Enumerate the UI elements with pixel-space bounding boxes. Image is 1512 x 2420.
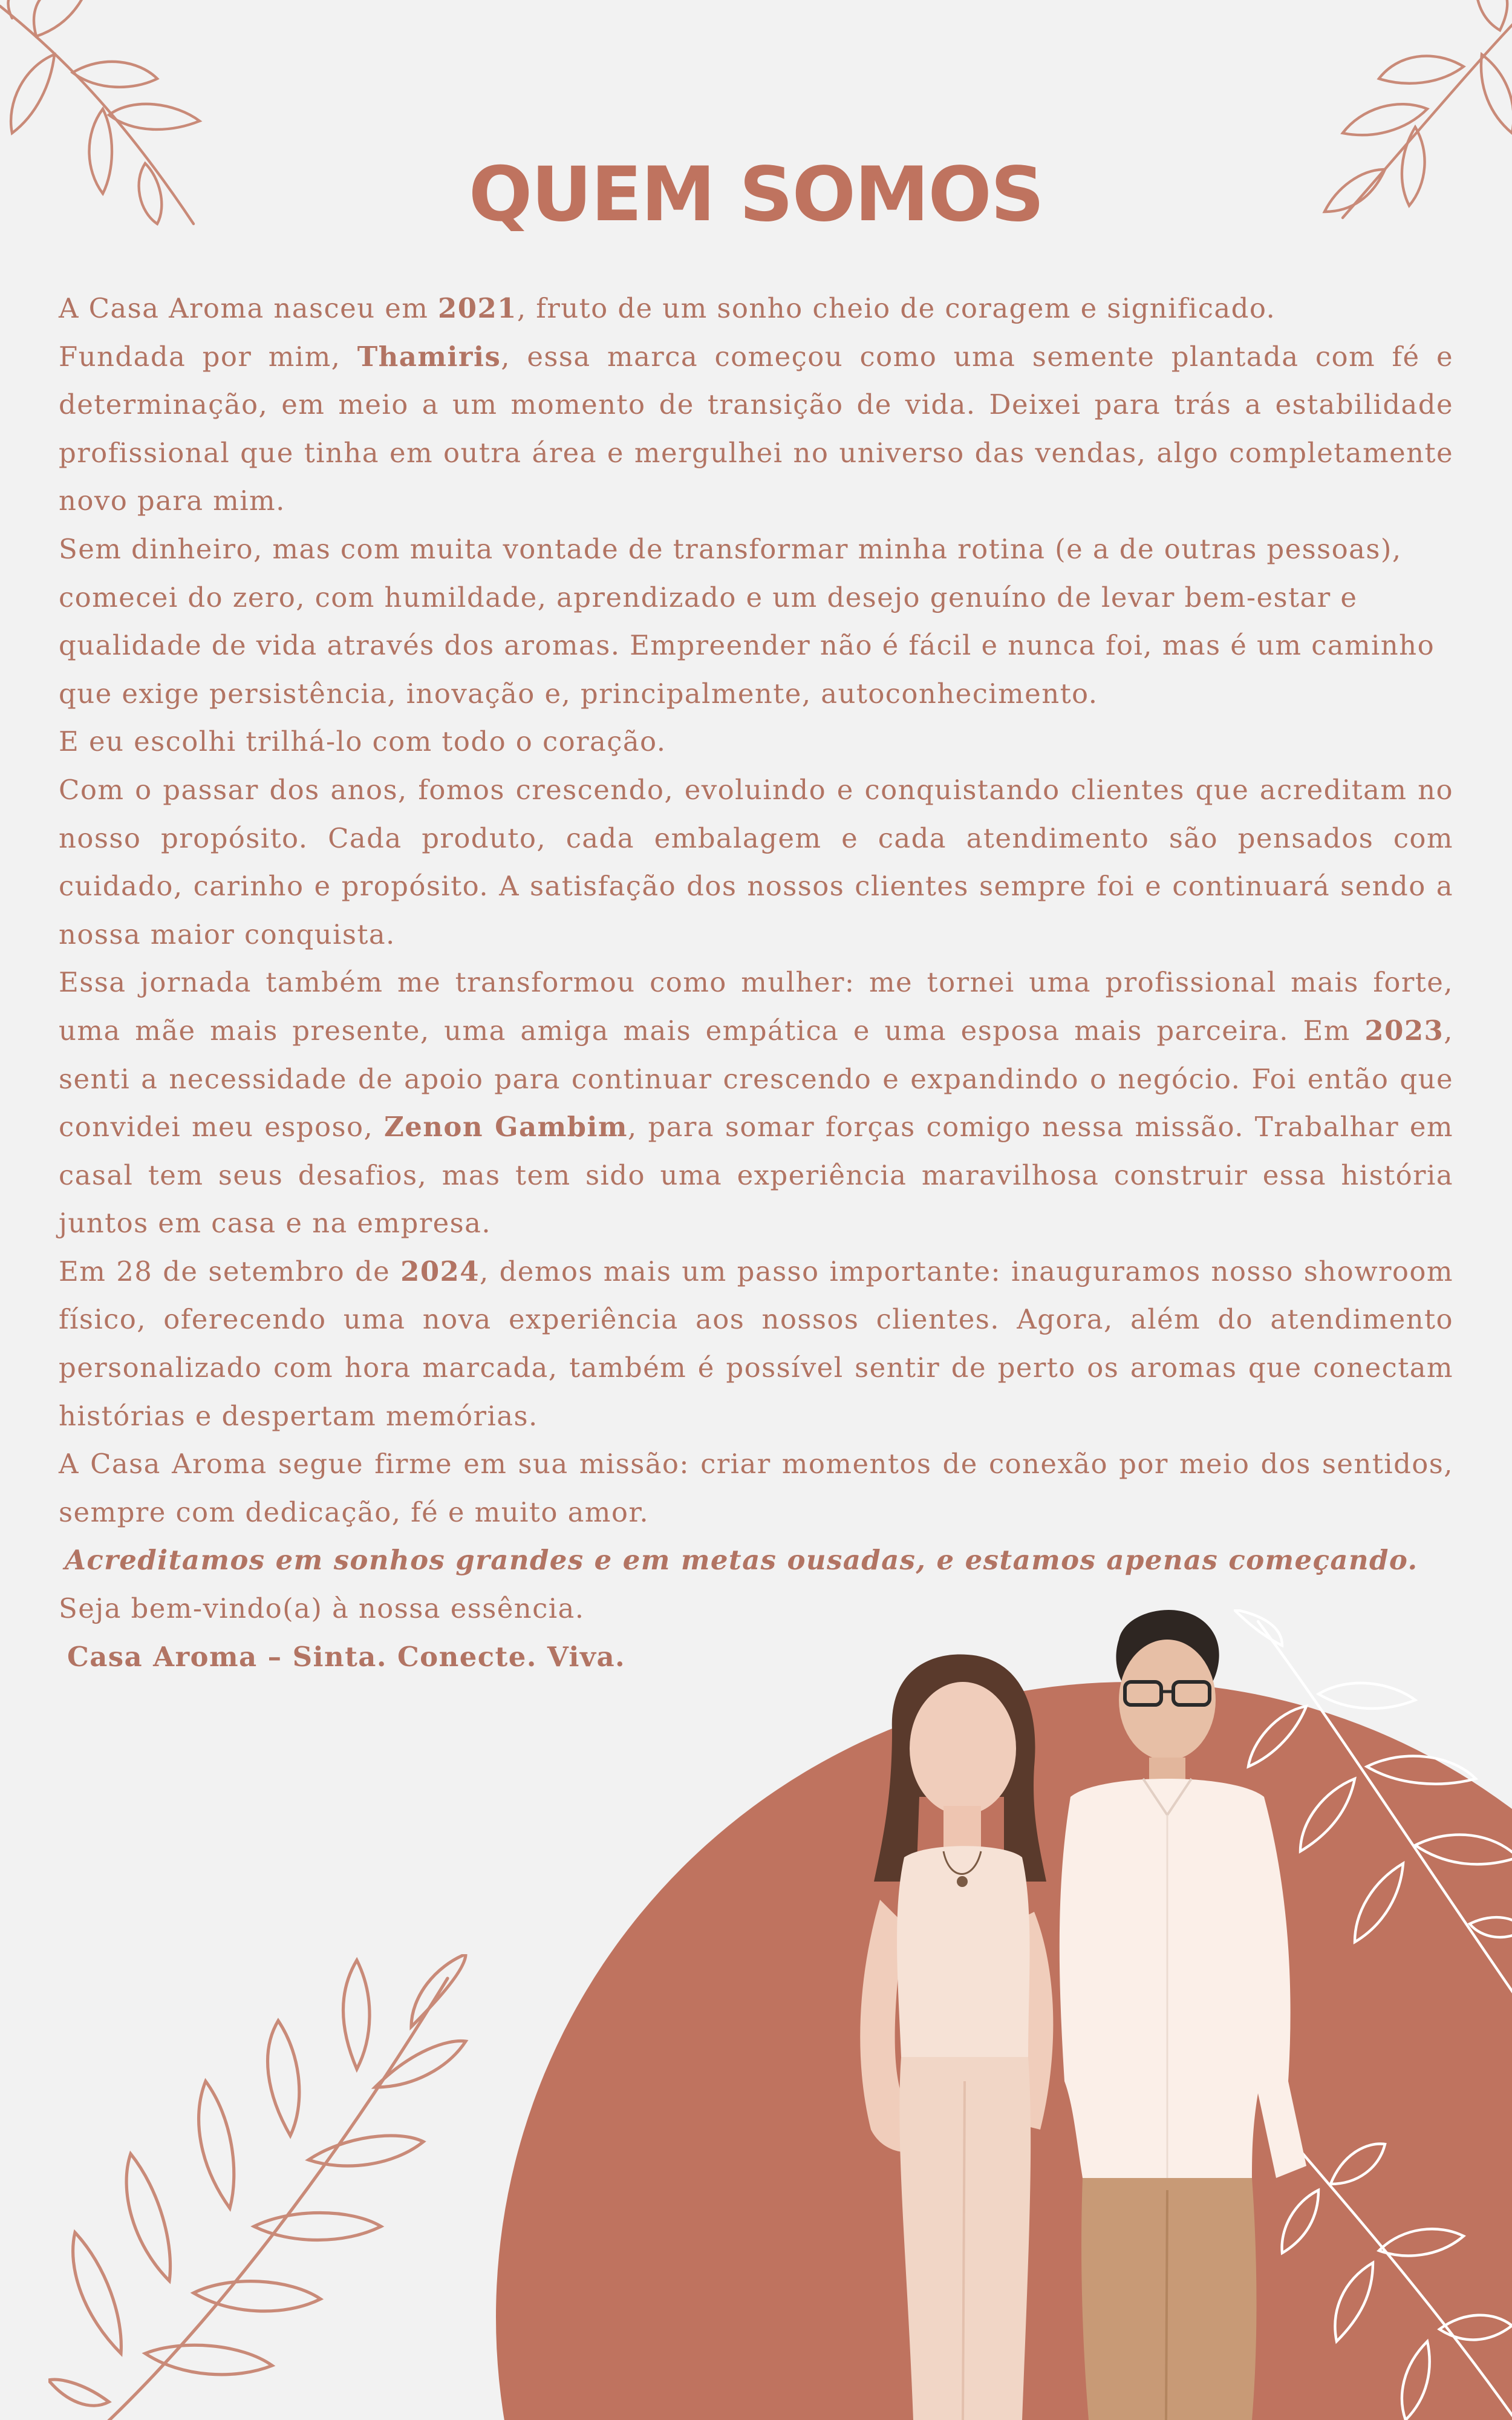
about-text bbox=[59, 284, 1453, 1681]
paragraph-9 bbox=[59, 1536, 1453, 1584]
text-span: A Casa Aroma nasceu em bbox=[59, 292, 438, 324]
text-span: Fundada por mim, bbox=[59, 340, 357, 373]
paragraph-7 bbox=[59, 1248, 1453, 1440]
paragraph-1 bbox=[59, 284, 1453, 333]
paragraph-6 bbox=[59, 958, 1453, 1248]
text-span: , senti a necessidade de apoio para continuar crescendo e expandindo o negócio. Foi então que convidei meu esposo, bbox=[59, 1014, 1453, 1143]
leaf-branch-icon bbox=[48, 1954, 472, 2420]
text-span: , demos mais um passo importante: inauguramos nosso showroom físico, oferecendo uma nova experiência aos nossos clientes. Agora, além do atendimento personalizado com hora marcada, também é possível sentir de perto os aromas que conectam histórias e despertam memórias. bbox=[59, 1255, 1453, 1432]
paragraph-10: Seja bem-vindo(a) à nossa essência. bbox=[59, 1592, 585, 1625]
page-title: QUEM SOMOS bbox=[468, 151, 1044, 238]
paragraph-2 bbox=[59, 333, 1453, 525]
paragraph-5: Com o passar dos anos, fomos crescendo, evoluindo e conquistando clientes que acreditam no nosso propósito. Cada produto, cada embalagem e cada atendimento são pensados com cuidado, carinho e propósito. A satisfação dos nossos clientes sempre foi e continuará sendo a nossa maior conquista. bbox=[59, 773, 1453, 950]
text-span: , para somar forças comigo nessa missão. Trabalhar em casal tem seus desafios, mas tem sido uma experiência maravilhosa construir essa história juntos em casa e na empresa. bbox=[59, 1111, 1453, 1240]
year-2021: 2021 bbox=[438, 292, 517, 324]
text-span: Em 28 de setembro de bbox=[59, 1255, 401, 1287]
woman-figure bbox=[860, 1654, 1053, 2420]
paragraph-3: Sem dinheiro, mas com muita vontade de transformar minha rotina (e a de outras pessoas), comecei do zero, com humildade, aprendizado e um desejo genuíno de levar bem-estar e qualidade de vida através dos aromas. Empreender não é fácil e nunca foi, mas é um caminho que exige persistência, inovação e, principalmente, autoconhecimento. bbox=[59, 532, 1435, 710]
paragraph-8: A Casa Aroma segue firme em sua missão: criar momentos de conexão por meio dos sentidos, sempre com dedicação, fé e muito amor. bbox=[59, 1448, 1453, 1528]
signature-line: Casa Aroma – Sinta. Conecte. Viva. bbox=[67, 1640, 626, 1673]
husband-name: Zenon Gambim bbox=[384, 1111, 628, 1143]
year-2024: 2024 bbox=[400, 1255, 480, 1287]
year-2023: 2023 bbox=[1364, 1014, 1444, 1047]
text-span: Essa jornada também me transformou como mulher: me tornei uma profissional mais forte, uma mãe mais presente, uma amiga mais empática e uma esposa mais parceira. Em bbox=[59, 966, 1453, 1047]
founder-name: Thamiris bbox=[357, 340, 501, 373]
man-figure bbox=[1060, 1610, 1306, 2420]
motto-emphasis: Acreditamos em sonhos grandes e em metas ousadas, e estamos apenas começando. bbox=[65, 1544, 1418, 1577]
paragraph-4: E eu escolhi trilhá-lo com todo o coração. bbox=[59, 725, 666, 758]
couple-photo bbox=[774, 1597, 1367, 2420]
text-span: , essa marca começou como uma semente plantada com fé e determinação, em meio a um momento de transição de vida. Deixei para trás a estabilidade profissional que tinha em outra área e mergulhei no universo das vendas, algo completamente novo para mim. bbox=[59, 340, 1453, 517]
text-span: , fruto de um sonho cheio de coragem e significado. bbox=[516, 292, 1276, 324]
